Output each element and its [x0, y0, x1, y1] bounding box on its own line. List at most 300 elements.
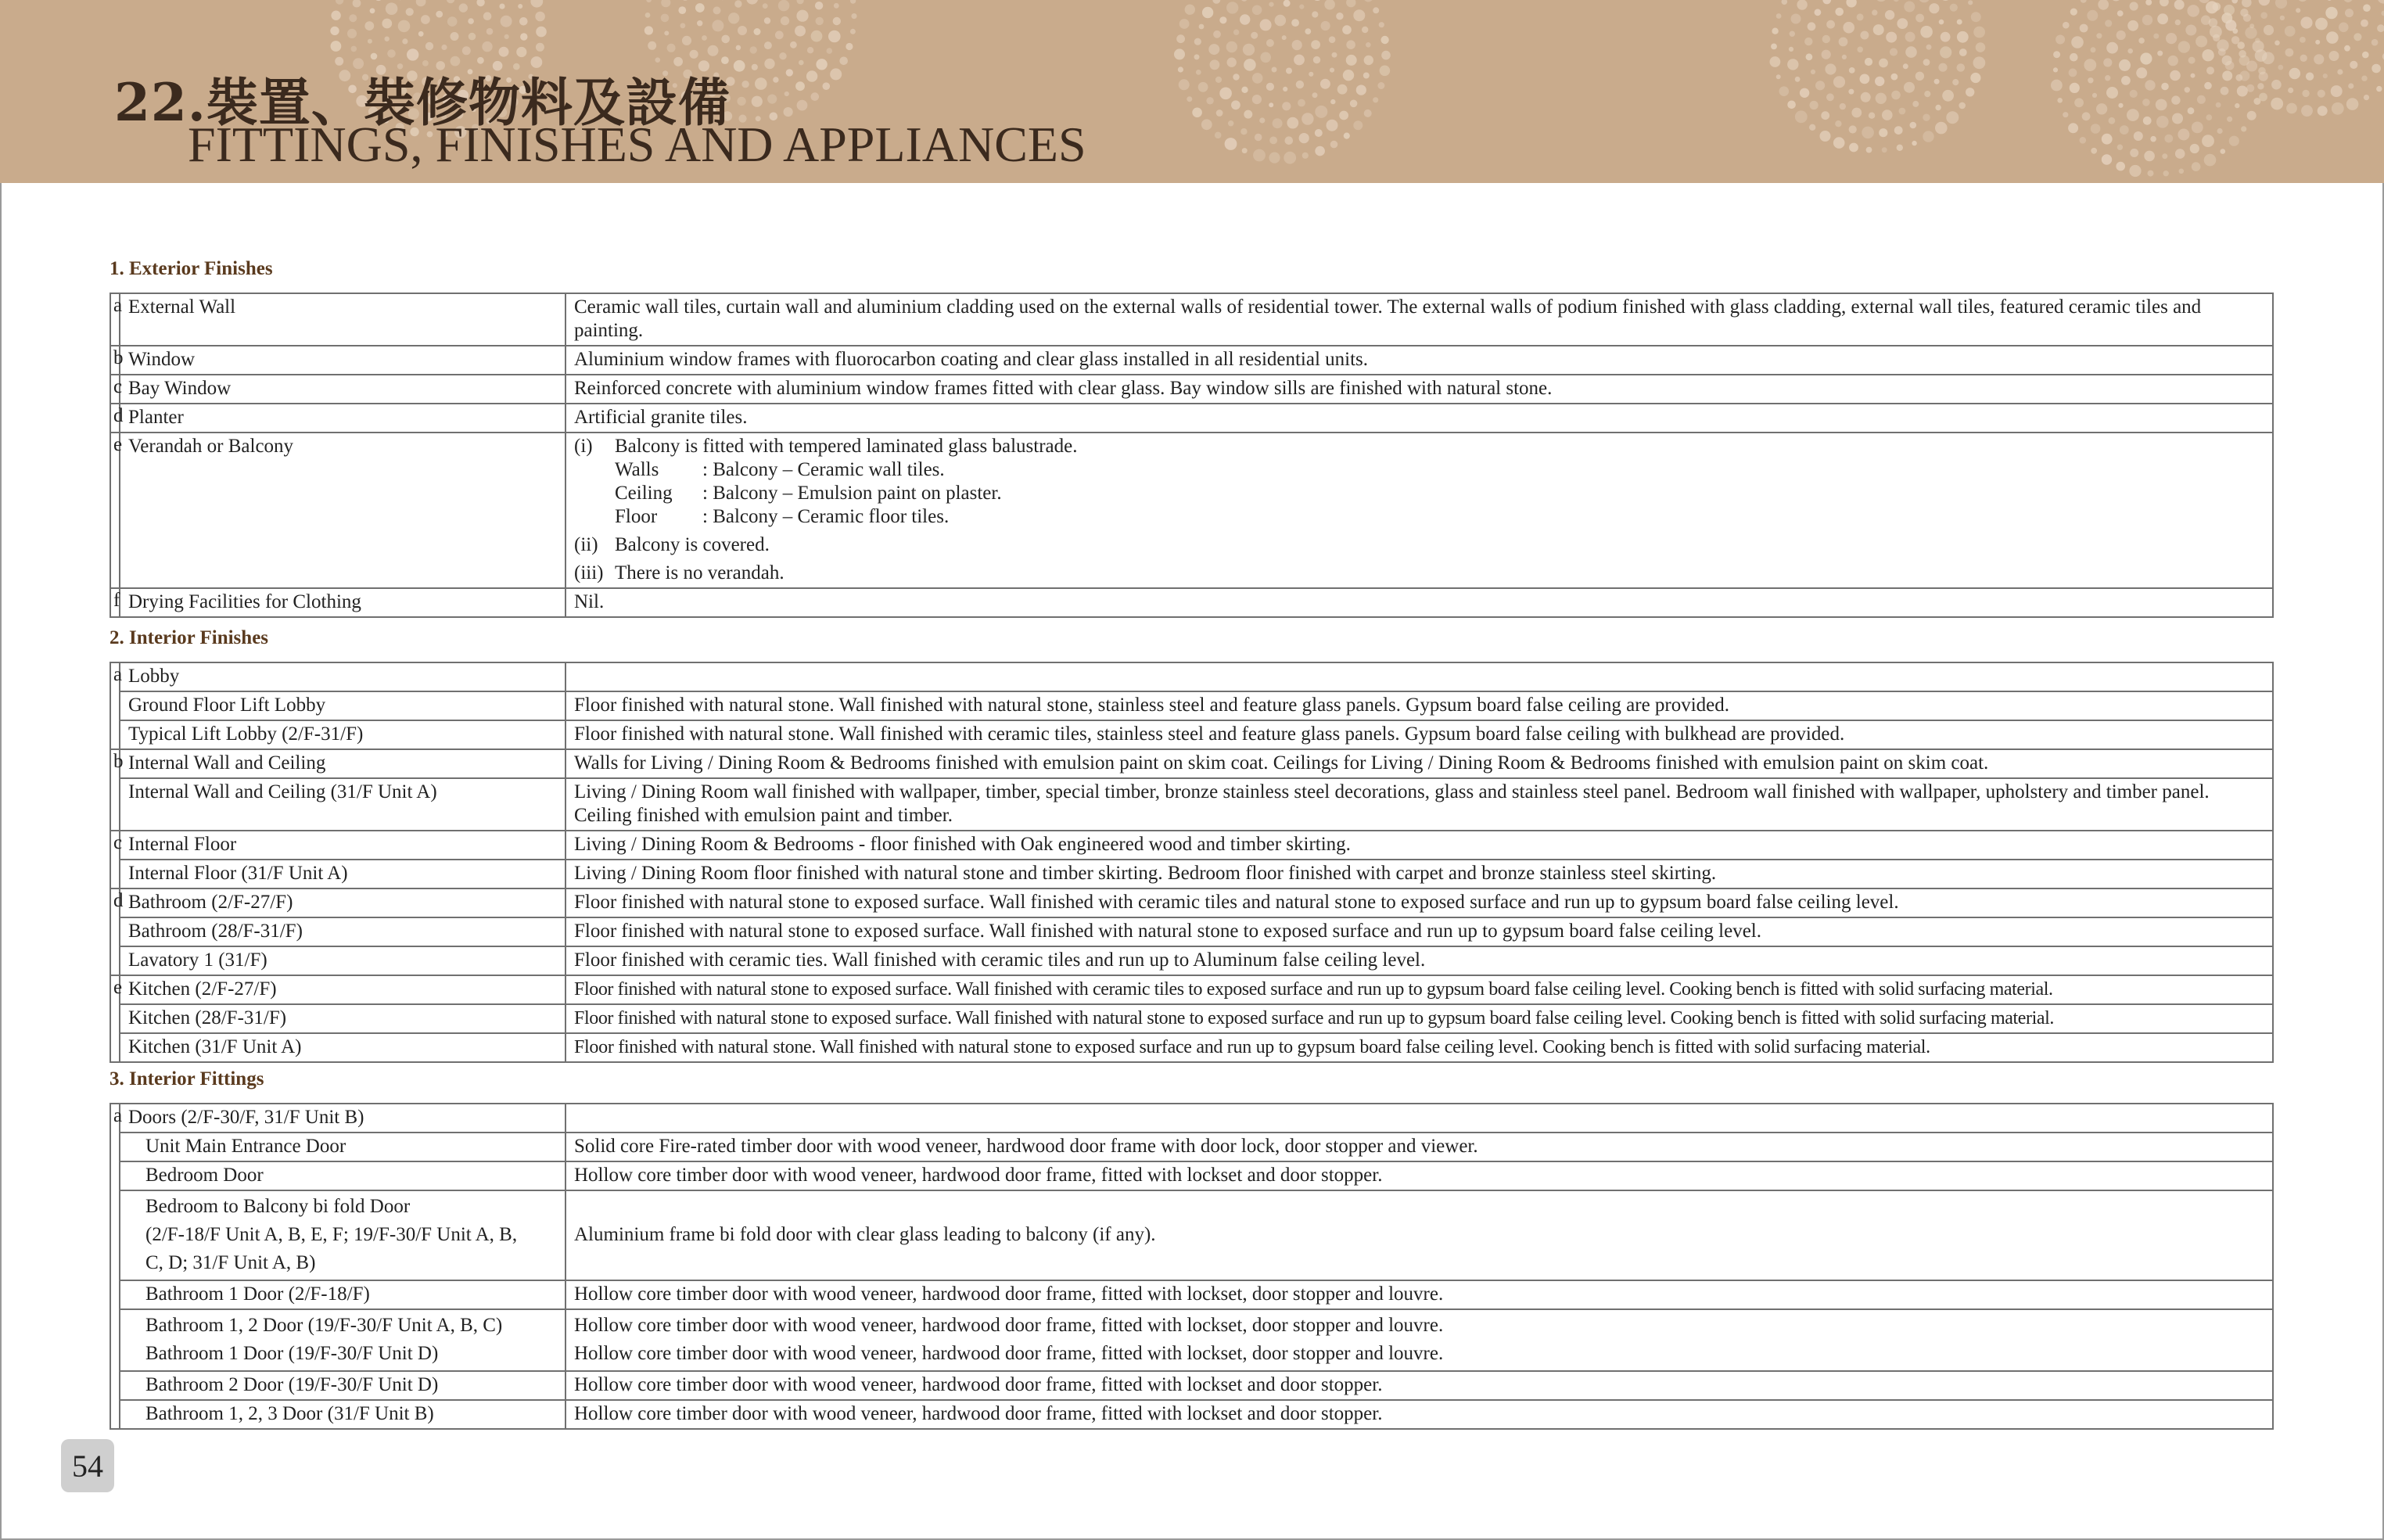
decorative-dot — [763, 3, 768, 9]
decorative-dot — [827, 48, 833, 54]
decorative-dot — [2118, 103, 2123, 108]
decorative-dot — [2148, 171, 2154, 177]
decorative-dot — [2175, 149, 2185, 159]
decorative-dot — [795, 81, 805, 91]
decorative-dot — [2145, 80, 2155, 90]
item-description — [565, 433, 2273, 588]
decorative-dot — [1861, 92, 1871, 102]
decorative-dot — [1942, 90, 1954, 102]
decorative-dot — [1926, 45, 1932, 50]
decorative-dot — [830, 68, 842, 80]
row-letter: a — [110, 293, 120, 346]
decorative-dot — [2071, 36, 2084, 48]
page-title-english: FITTINGS, FINISHES AND APPLIANCES — [188, 117, 1086, 172]
decorative-dot — [336, 0, 343, 5]
table-row — [110, 831, 2273, 860]
decorative-dot — [851, 13, 856, 19]
decorative-dot — [1320, 79, 1330, 89]
decorative-dot — [2088, 77, 2093, 83]
decorative-dot — [1252, 73, 1263, 84]
decorative-dot — [799, 60, 804, 66]
decorative-dot — [1260, 52, 1271, 63]
decorative-dot — [2145, 0, 2152, 5]
decorative-dot — [1344, 133, 1350, 139]
decorative-dot — [2323, 74, 2328, 78]
decorative-dot — [476, 0, 484, 6]
decorative-dot — [1971, 12, 1981, 22]
table-row — [110, 662, 2273, 691]
item-description: Reinforced concrete with aluminium window frames fitted with clear glass. Bay window sills are finished with natural stone. — [565, 375, 2273, 404]
decorative-dot — [2296, 8, 2300, 13]
decorative-dot — [1219, 16, 1226, 23]
decorative-dot — [2185, 87, 2190, 92]
item-description — [565, 1104, 2273, 1133]
decorative-dot — [2168, 56, 2178, 66]
item-description: Floor finished with natural stone. Wall finished with ceramic tiles, stainless steel and feature glass panels. Gypsum board false ceiling with bulkhead are provided. — [565, 720, 2273, 749]
decorative-dot — [2134, 131, 2143, 141]
decorative-dot — [1251, 32, 1258, 39]
decorative-dot — [1897, 145, 1903, 151]
decorative-dot — [1212, 0, 1220, 4]
list-item — [574, 533, 2264, 557]
item-name: Kitchen (2/F-27/F) — [120, 975, 565, 1004]
item-description: Nil. — [565, 588, 2273, 617]
item-name: Bathroom (2/F-27/F) — [120, 888, 565, 917]
decorative-dot — [1226, 41, 1237, 52]
decorative-dot — [1973, 27, 1985, 38]
item-description: Floor finished with natural stone to exposed surface. Wall finished with natural stone to exposed surface and run up to gypsum board false ceiling level. Cooking bench is fitted with solid surfacing material. — [565, 1004, 2273, 1033]
decorative-dot — [1339, 111, 1348, 120]
decorative-dot — [1179, 19, 1190, 29]
decorative-dot — [1311, 40, 1320, 49]
row-letter: d — [110, 404, 120, 433]
table-row — [110, 1133, 2273, 1161]
decorative-dot — [1336, 13, 1343, 20]
list-number: (i) — [574, 436, 593, 457]
decorative-dot — [1973, 56, 1986, 69]
decorative-dot — [2224, 5, 2235, 16]
decorative-dot — [2280, 16, 2285, 20]
decorative-dot — [2217, 128, 2223, 134]
decorative-dot — [790, 41, 797, 48]
decorative-dot — [2247, 111, 2257, 120]
decorative-dot — [1940, 46, 1951, 58]
decorative-dot — [2343, 0, 2353, 2]
decorative-dot — [2329, 51, 2339, 61]
decorative-dot — [504, 34, 509, 39]
decorative-dot — [2231, 36, 2239, 44]
item-name: Typical Lift Lobby (2/F-31/F) — [120, 720, 565, 749]
decorative-dot — [2188, 57, 2196, 64]
decorative-dot — [850, 0, 856, 4]
decorative-dot — [1904, 2, 1915, 13]
item-name: Bathroom 1 Door (2/F-18/F) — [120, 1280, 565, 1309]
decorative-dot — [1285, 136, 1294, 145]
decorative-dot — [482, 41, 492, 52]
decorative-dot — [1215, 77, 1222, 83]
decorative-dot — [2348, 83, 2353, 88]
decorative-dot — [2206, 66, 2214, 74]
decorative-dot — [1187, 96, 1192, 102]
decorative-dot — [713, 6, 721, 14]
item-description: Floor finished with natural stone to exposed surface. Wall finished with ceramic tiles to exposed surface and run up to gypsum board false ceiling level. Cooking bench is fitted with solid surfacing material. — [565, 975, 2273, 1004]
decorative-dot — [1379, 22, 1384, 27]
decorative-dot — [2063, 112, 2068, 117]
decorative-dot — [1330, 68, 1334, 73]
decorative-dot — [2235, 103, 2239, 108]
decorative-dot — [1879, 128, 1887, 137]
item-description — [565, 662, 2273, 691]
item-name: External Wall — [120, 293, 565, 346]
row-letter: e — [110, 975, 120, 1004]
table-row — [110, 888, 2273, 917]
decorative-dot — [1312, 92, 1318, 98]
table-row — [110, 1033, 2273, 1062]
decorative-dot — [1857, 13, 1864, 20]
decorative-dot — [331, 11, 340, 20]
decorative-dot — [406, 8, 414, 16]
decorative-dot — [1296, 81, 1304, 88]
decorative-dot — [2209, 18, 2218, 27]
decorative-dot — [2274, 41, 2280, 46]
table-row — [110, 1280, 2273, 1309]
decorative-dot — [1242, 148, 1248, 153]
decorative-dot — [2300, 16, 2312, 28]
decorative-dot — [1934, 79, 1940, 84]
decorative-dot — [1822, 0, 1831, 4]
decorative-dot — [773, 77, 778, 82]
decorative-dot — [2053, 67, 2058, 72]
decorative-dot — [1366, 42, 1371, 48]
decorative-dot — [645, 13, 651, 18]
decorative-dot — [2327, 0, 2332, 1]
decorative-dot — [2314, 54, 2324, 64]
decorative-dot — [1808, 22, 1816, 31]
decorative-dot — [1206, 97, 1213, 104]
decorative-dot — [382, 19, 392, 29]
decorative-dot — [1244, 110, 1252, 119]
decorative-dot — [764, 17, 770, 23]
decorative-dot — [2197, 95, 2206, 104]
decorative-dot — [754, 28, 761, 35]
decorative-dot — [2142, 99, 2150, 106]
decorative-dot — [1364, 109, 1372, 117]
decorative-dot — [1846, 0, 1856, 7]
item-name: Bay Window — [120, 375, 565, 404]
decorative-dot — [416, 0, 426, 6]
decorative-dot — [1302, 113, 1313, 124]
decorative-dot — [797, 100, 808, 111]
decorative-dot — [1380, 66, 1391, 77]
decorative-dot — [1776, 13, 1782, 19]
decorative-dot — [1905, 32, 1915, 42]
decorative-dot — [364, 21, 374, 31]
decorative-dot — [2174, 0, 2185, 10]
table-row — [110, 749, 2273, 778]
item-description: Floor finished with natural stone to exposed surface. Wall finished with natural stone to exposed surface and run up to gypsum board false ceiling level. — [565, 917, 2273, 946]
decorative-dot — [1324, 0, 1335, 10]
decorative-dot — [1260, 19, 1272, 31]
decorative-dot — [1259, 117, 1265, 123]
item-description: Walls for Living / Dining Room & Bedrooms finished with emulsion paint on skim coat. Ceilings for Living / Dining Room & Bedrooms finished with emulsion paint on skim coat. — [565, 749, 2273, 778]
decorative-dot — [2326, 31, 2339, 44]
decorative-dot — [1879, 59, 1888, 68]
decorative-dot — [2080, 24, 2088, 33]
decorative-dot — [2068, 123, 2078, 133]
decorative-dot — [1266, 39, 1274, 47]
decorative-dot — [2127, 109, 2139, 121]
decorative-dot — [2096, 33, 2102, 38]
decorative-dot — [2103, 58, 2112, 66]
decorative-dot — [1241, 87, 1248, 93]
decorative-dot — [2353, 33, 2361, 41]
decorative-dot — [1329, 36, 1336, 43]
decorative-dot — [1915, 72, 1924, 81]
row-letter: a — [110, 1104, 120, 1133]
decorative-dot — [1976, 42, 1986, 52]
decorative-dot — [1919, 0, 1930, 2]
decorative-dot — [1923, 59, 1930, 66]
table-row — [110, 293, 2273, 346]
decorative-dot — [1327, 120, 1338, 131]
decorative-dot — [2161, 83, 2169, 91]
decorative-dot — [2082, 112, 2091, 120]
decorative-dot — [1233, 30, 1239, 35]
decorative-dot — [2098, 0, 2109, 10]
decorative-dot — [1815, 9, 1822, 16]
item-description: Hollow core timber door with wood veneer, hardwood door frame, fitted with lockset and door stopper. — [565, 1371, 2273, 1400]
decorative-dot — [2069, 69, 2077, 77]
table-row — [110, 1104, 2273, 1133]
decorative-dot — [2306, 73, 2314, 81]
decorative-dot — [2142, 15, 2152, 25]
decorative-dot — [2259, 72, 2268, 81]
decorative-dot — [1903, 63, 1908, 69]
decorative-dot — [2225, 20, 2236, 31]
decorative-dot — [2225, 61, 2235, 70]
decorative-dot — [1192, 108, 1202, 118]
decorative-dot — [1255, 134, 1262, 142]
decorative-dot — [1835, 8, 1844, 16]
decorative-dot — [1923, 131, 1933, 142]
decorative-dot — [1309, 72, 1313, 77]
decorative-dot — [1809, 124, 1815, 131]
decorative-dot — [1363, 73, 1370, 79]
decorative-dot — [1891, 91, 1901, 100]
decorative-dot — [2345, 9, 2353, 17]
decorative-dot — [1851, 108, 1862, 118]
decorative-dot — [330, 27, 339, 35]
decorative-dot — [386, 2, 398, 15]
decorative-dot — [1882, 147, 1887, 153]
decorative-dot — [447, 0, 454, 3]
decorative-dot — [1272, 67, 1277, 73]
decorative-dot — [2070, 9, 2077, 16]
decorative-dot — [2057, 98, 2063, 103]
decorative-dot — [1202, 7, 1213, 18]
decorative-dot — [2178, 129, 2189, 141]
decorative-dot — [1968, 0, 1973, 5]
decorative-dot — [2164, 135, 2173, 143]
decorative-dot — [664, 31, 669, 35]
decorative-dot — [1346, 40, 1355, 49]
decorative-dot — [1897, 18, 1908, 29]
decorative-dot — [1842, 55, 1847, 59]
decorative-dot — [646, 0, 652, 2]
decorative-dot — [1252, 5, 1262, 16]
decorative-dot — [2185, 25, 2196, 36]
decorative-dot — [2364, 95, 2369, 100]
item-description: Solid core Fire-rated timber door with wood veneer, hardwood door frame with door lock, door stopper and viewer. — [565, 1133, 2273, 1161]
decorative-dot — [1905, 46, 1917, 58]
decorative-dot — [2227, 117, 2232, 122]
decorative-dot — [2160, 0, 2169, 6]
decorative-dot — [644, 26, 653, 34]
decorative-dot — [1920, 26, 1933, 38]
table-row — [110, 778, 2273, 831]
decorative-dot — [1282, 35, 1287, 40]
table-row — [110, 691, 2273, 720]
decorative-dot — [530, 0, 543, 8]
decorative-dot — [2271, 80, 2282, 90]
decorative-dot — [351, 46, 357, 52]
decorative-dot — [2285, 26, 2296, 37]
decorative-dot — [1315, 106, 1327, 118]
decorative-dot — [398, 20, 411, 33]
decorative-dot — [1862, 127, 1874, 139]
decorative-dot — [811, 31, 823, 42]
decorative-dot — [519, 17, 528, 26]
decorative-dot — [752, 96, 763, 107]
decorative-dot — [1959, 48, 1967, 56]
decorative-dot — [850, 29, 856, 34]
decorative-dot — [1240, 128, 1247, 135]
decorative-dot — [2150, 136, 2156, 142]
decorative-dot — [734, 0, 741, 7]
decorative-dot — [436, 11, 443, 18]
decorative-dot — [2216, 102, 2221, 108]
decorative-dot — [2318, 106, 2328, 116]
decorative-dot — [823, 82, 831, 90]
page-title-chinese: 22.裝置、裝修物料及設備 — [114, 72, 731, 133]
decorative-dot — [2318, 90, 2325, 98]
decorative-dot — [1882, 109, 1893, 120]
decorative-dot — [1776, 74, 1781, 79]
decorative-dot — [2156, 99, 2167, 110]
decorative-dot — [2081, 0, 2087, 3]
decorative-dot — [678, 6, 686, 14]
decorative-dot — [2243, 14, 2251, 22]
decorative-dot — [1820, 131, 1831, 142]
decorative-dot — [1363, 0, 1373, 2]
table-row — [110, 588, 2273, 617]
decorative-dot — [1315, 129, 1323, 137]
decorative-dot — [2362, 52, 2369, 59]
table-row — [110, 375, 2273, 404]
row-letter: a — [110, 662, 120, 691]
decorative-dot — [1213, 31, 1221, 38]
decorative-dot — [2172, 113, 2183, 124]
decorative-dot — [347, 29, 357, 38]
decorative-dot — [2300, 55, 2307, 62]
sub-line — [574, 458, 2264, 482]
decorative-dot — [462, 46, 471, 55]
decorative-dot — [2206, 114, 2212, 120]
decorative-dot — [2286, 103, 2297, 114]
decorative-dot — [1231, 100, 1240, 109]
decorative-dot — [846, 43, 853, 50]
decorative-dot — [2221, 149, 2226, 154]
decorative-dot — [1342, 25, 1352, 34]
decorative-dot — [2188, 107, 2195, 114]
decorative-dot — [1849, 67, 1855, 74]
decorative-dot — [1787, 101, 1796, 109]
decorative-dot — [1770, 56, 1781, 67]
row-letter: e — [110, 433, 120, 588]
item-description: Floor finished with ceramic ties. Wall finished with ceramic tiles and run up to Aluminum false ceiling level. — [565, 946, 2273, 975]
decorative-dot — [815, 2, 823, 9]
decorative-dot — [1826, 20, 1835, 29]
row-letter: f — [110, 588, 120, 617]
list-text: Balcony is fitted with tempered laminated glass balustrade. — [615, 436, 1078, 457]
decorative-dot — [2213, 34, 2220, 41]
decorative-dot — [2153, 34, 2159, 39]
decorative-dot — [1215, 132, 1222, 139]
decorative-dot — [441, 45, 447, 50]
decorative-dot — [2339, 23, 2349, 33]
decorative-dot — [712, 20, 723, 31]
row-letter: c — [110, 375, 120, 404]
decorative-dot — [2175, 20, 2181, 25]
decorative-dot — [2260, 12, 2267, 19]
decorative-dot — [2300, 37, 2306, 43]
item-description: Hollow core timber door with wood veneer, hardwood door frame, fitted with lockset, door stopper and louvre. — [565, 1280, 2273, 1309]
decorative-dot — [1225, 138, 1237, 150]
decorative-dot — [2344, 45, 2350, 52]
decorative-dot — [1789, 47, 1793, 52]
decorative-dot — [2163, 171, 2169, 176]
decorative-dot — [1804, 38, 1812, 45]
decorative-dot — [516, 47, 526, 57]
decorative-dot — [2096, 103, 2107, 114]
decorative-dot — [2246, 84, 2254, 92]
item-name: Doors (2/F-30/F, 31/F Unit B) — [120, 1104, 565, 1133]
list-item — [574, 435, 2264, 458]
decorative-dot — [2264, 25, 2274, 35]
decorative-dot — [1174, 48, 1185, 59]
decorative-dot — [1312, 0, 1323, 1]
item-description: Hollow core timber door with wood veneer, hardwood door frame, fitted with lockset and door stopper. — [565, 1400, 2273, 1429]
item-name: Verandah or Balcony — [120, 433, 565, 588]
item-description: Aluminium window frames with fluorocarbon coating and clear glass installed in all residential units. — [565, 346, 2273, 375]
decorative-dot — [1284, 152, 1296, 164]
item-name: Kitchen (31/F Unit A) — [120, 1033, 565, 1062]
decorative-dot — [1286, 68, 1292, 74]
item-name: Drying Facilities for Clothing — [120, 588, 565, 617]
table-row — [110, 1371, 2273, 1400]
table-row — [110, 720, 2273, 749]
decorative-dot — [816, 59, 827, 70]
decorative-dot — [1970, 73, 1980, 83]
decorative-dot — [2377, 24, 2384, 32]
decorative-dot — [468, 18, 474, 24]
decorative-dot — [1269, 137, 1277, 145]
item-description: Hollow core timber door with wood veneer, hardwood door frame, fitted with lockset, door stopper and louvre. Hollow core timber door with wood veneer, hardwood door frame, fitted with lockset, door stopper and louvre. — [565, 1309, 2273, 1371]
decorative-dot — [1779, 86, 1790, 96]
decorative-dot — [1216, 109, 1223, 117]
decorative-dot — [752, 64, 758, 70]
decorative-dot — [734, 60, 745, 72]
